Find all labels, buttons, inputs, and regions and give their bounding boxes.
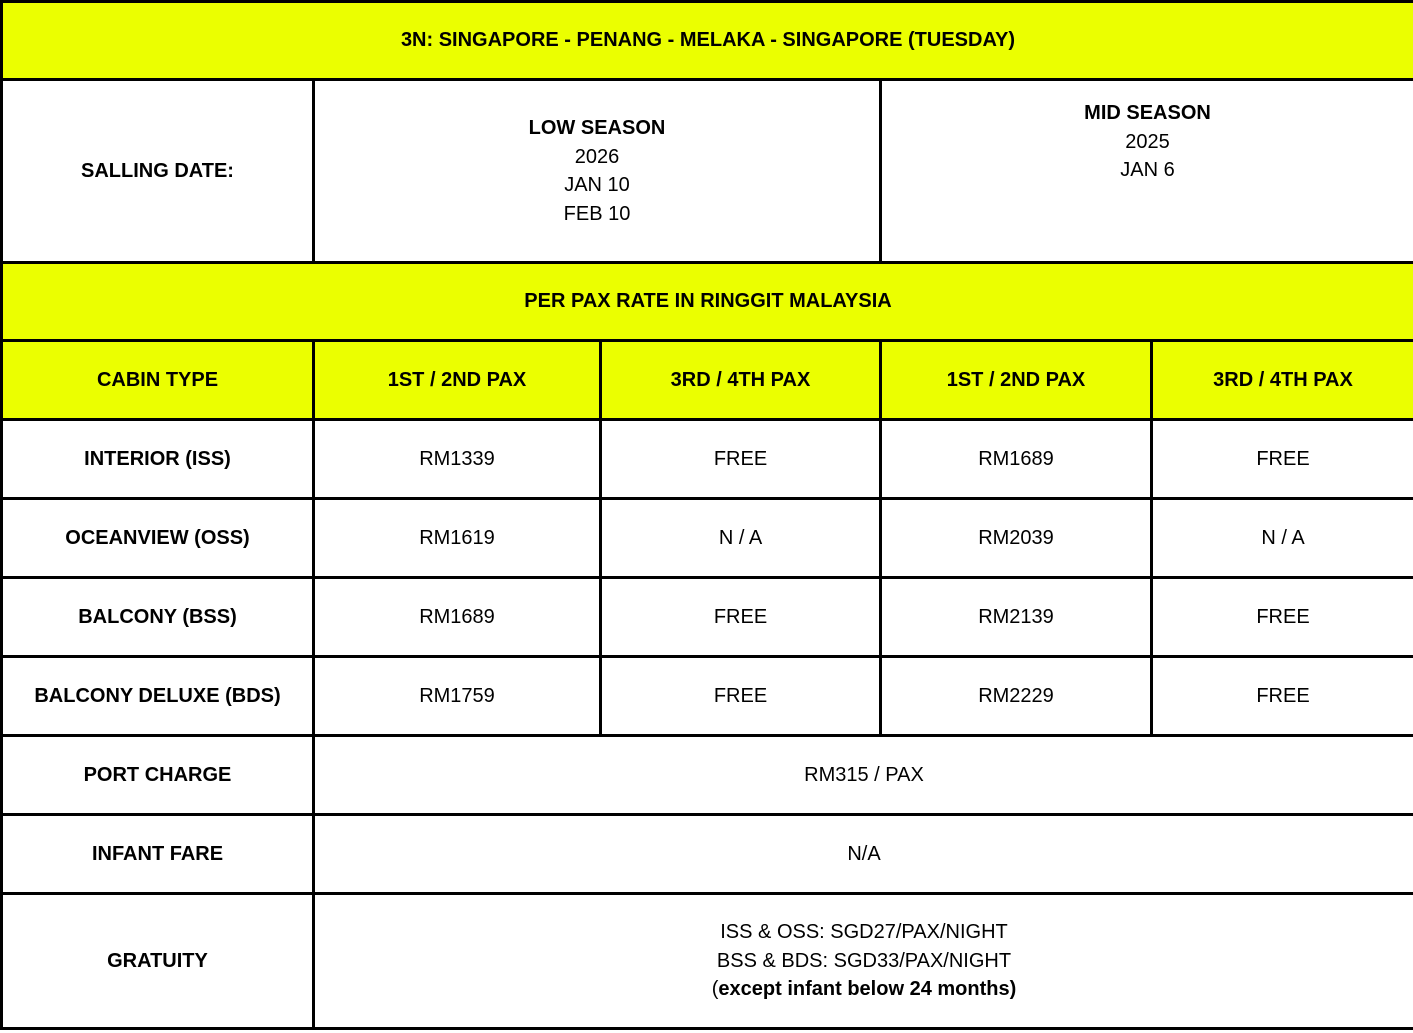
column-header: 3RD / 4TH PAX [601, 341, 881, 420]
cabin-type-header: CABIN TYPE [2, 341, 314, 420]
mid-season-line: JAN 6 [1120, 159, 1175, 181]
port-charge-value: RM315 / PAX [314, 736, 1413, 815]
gratuity-line: ISS & OSS: SGD27/PAX/NIGHT [720, 921, 1008, 944]
rate-cell: RM1759 [314, 657, 601, 736]
column-header-row [2, 341, 1413, 420]
rate-cell: RM2229 [881, 657, 1152, 736]
sailing-date-label: SALLING DATE: [2, 80, 314, 263]
infant-fare-label: INFANT FARE [2, 815, 314, 894]
rate-heading-row [2, 263, 1413, 341]
low-season-line: JAN 10 [564, 174, 630, 196]
cabin-name: BALCONY DELUXE (BDS) [2, 657, 314, 736]
rate-cell: FREE [601, 578, 881, 657]
mid-season-name: MID SEASON [1084, 102, 1211, 124]
rate-cell: RM2139 [881, 578, 1152, 657]
infant-fare-value: N/A [314, 815, 1413, 894]
gratuity-label: GRATUITY [2, 894, 314, 1029]
rate-cell: FREE [1152, 657, 1413, 736]
sailing-dates-row [2, 80, 1413, 263]
infant-fare-row [2, 815, 1413, 894]
table-row [2, 657, 1413, 736]
cabin-name: OCEANVIEW (OSS) [2, 499, 314, 578]
cabin-name: INTERIOR (ISS) [2, 420, 314, 499]
low-season-line: 2026 [574, 145, 620, 168]
port-charge-row [2, 736, 1413, 815]
title-row [2, 2, 1413, 80]
rate-cell: RM1689 [881, 420, 1152, 499]
column-header: 3RD / 4TH PAX [1152, 341, 1413, 420]
rate-heading: PER PAX RATE IN RINGGIT MALAYSIA [2, 263, 1413, 341]
gratuity-note: except infant below 24 months) [718, 978, 1017, 1001]
gratuity-note-paren: ( [711, 978, 719, 1001]
rate-cell: RM2039 [881, 499, 1152, 578]
table-row [2, 420, 1413, 499]
rate-cell: RM1339 [314, 420, 601, 499]
gratuity-row [2, 894, 1413, 1029]
column-header: 1ST / 2ND PAX [314, 341, 601, 420]
itinerary-title: 3N: SINGAPORE - PENANG - MELAKA - SINGAPORE (TUESDAY) [2, 2, 1413, 80]
rate-cell: N / A [601, 499, 881, 578]
table-row [2, 499, 1413, 578]
rate-cell: RM1689 [314, 578, 601, 657]
column-header: 1ST / 2ND PAX [881, 341, 1152, 420]
mid-season-line: 2025 [1125, 130, 1170, 153]
mid-season-cell [881, 80, 1413, 263]
low-season-line: FEB 10 [563, 202, 631, 225]
rate-cell: RM1619 [314, 499, 601, 578]
table-row [2, 578, 1413, 657]
gratuity-line: BSS & BDS: SGD33/PAX/NIGHT [716, 949, 1012, 972]
gratuity-note-line [315, 975, 1413, 1004]
gratuity-value [314, 894, 1413, 1029]
rate-cell: FREE [601, 420, 881, 499]
rate-cell: N / A [1152, 499, 1413, 578]
rate-cell: FREE [601, 657, 881, 736]
cabin-name: BALCONY (BSS) [2, 578, 314, 657]
low-season-name: LOW SEASON [528, 117, 666, 139]
rate-cell: FREE [1152, 420, 1413, 499]
port-charge-label: PORT CHARGE [2, 736, 314, 815]
low-season-cell [314, 80, 881, 263]
rate-cell: FREE [1152, 578, 1413, 657]
